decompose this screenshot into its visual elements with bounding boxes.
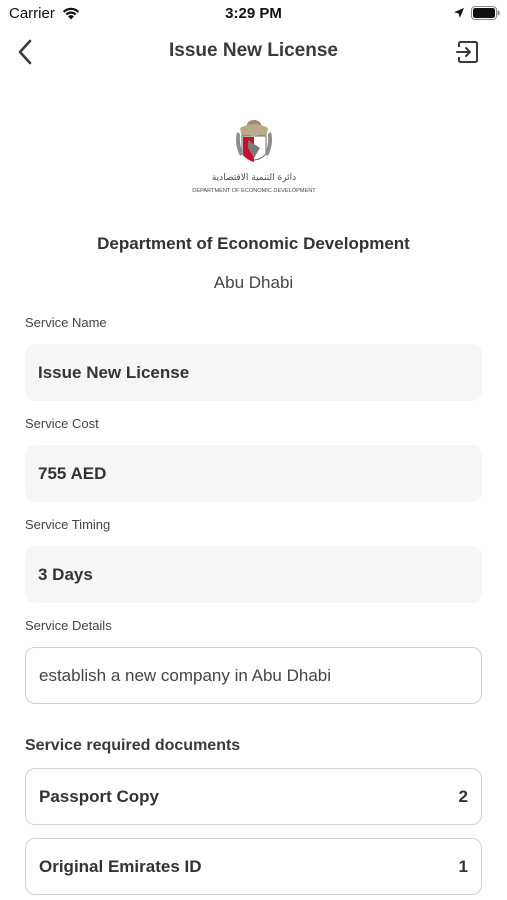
organization-name: Department of Economic Development	[97, 234, 410, 253]
svg-text:دائرة التنمية الاقتصادية: دائرة التنمية الاقتصادية	[211, 173, 297, 183]
status-bar	[0, 0, 507, 28]
carrier-label: Carrier	[9, 5, 55, 22]
service-cost-label: Service Cost	[25, 416, 99, 431]
document-item-emirates-id[interactable]	[25, 838, 482, 895]
logo-text: DEPARTMENT OF ECONOMIC DEVELOPMENT	[192, 188, 316, 194]
status-time: 3:29 PM	[225, 5, 282, 22]
battery-icon	[471, 6, 500, 20]
service-details-label: Service Details	[25, 618, 112, 633]
page-title: Issue New License	[169, 40, 338, 61]
document-name: Original Emirates ID	[39, 856, 202, 876]
service-cost-field: 755 AED	[25, 445, 482, 502]
emblem-icon	[190, 118, 318, 198]
document-name: Passport Copy	[39, 786, 159, 806]
required-documents-title: Service required documents	[25, 737, 241, 754]
navigation-bar	[0, 28, 507, 76]
document-item-passport[interactable]	[25, 768, 482, 825]
location-arrow-icon	[453, 7, 465, 19]
document-count: 2	[458, 786, 468, 806]
department-logo	[190, 118, 318, 198]
logout-icon	[455, 40, 481, 64]
organization-city: Abu Dhabi	[213, 273, 294, 292]
service-details-field: establish a new company in Abu Dhabi	[25, 647, 482, 704]
service-name-label: Service Name	[25, 315, 107, 330]
document-count: 1	[458, 856, 468, 876]
service-timing-field: 3 Days	[25, 546, 482, 603]
logout-button[interactable]	[451, 36, 485, 68]
service-name-field: Issue New License	[25, 344, 482, 401]
service-timing-label: Service Timing	[25, 517, 111, 532]
